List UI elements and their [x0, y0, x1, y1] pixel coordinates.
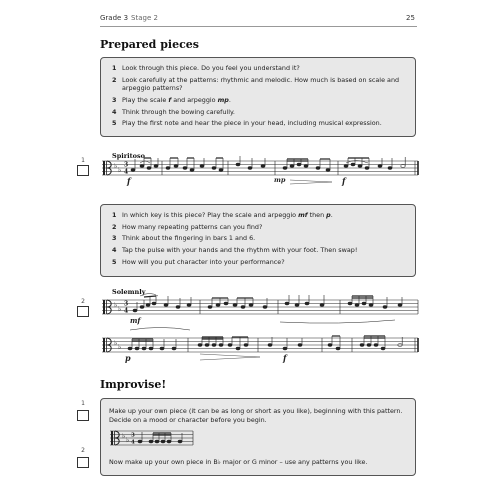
question-box-2: [100, 204, 416, 277]
question-item: 2 How many repeating patterns can you find?: [112, 222, 263, 231]
svg-text:♭: ♭: [114, 339, 118, 347]
question-item: 3 Think about the fingering in bars 1 and 6.: [112, 234, 256, 243]
tempo-marking-1: Spiritoso: [112, 152, 145, 160]
improvise-text-2: Now make up your own piece in B♭ major or G minor – use any patterns you like.: [109, 458, 368, 466]
dynamic-marking: mf: [130, 316, 141, 325]
svg-text:4: 4: [131, 439, 135, 446]
dynamic-marking: f: [127, 176, 131, 186]
section-title-improvise: Improvise!: [100, 378, 167, 391]
dynamic-marking: f: [283, 353, 287, 363]
page-number: 25: [406, 14, 415, 22]
header-rule: [100, 26, 417, 27]
question-item: 1 Look through this piece. Do you feel you understand it?: [112, 64, 300, 72]
question-item: 5 How will you put character into your performance?: [112, 257, 285, 266]
svg-text:♭: ♭: [114, 162, 118, 170]
improvise-number-1: 1: [81, 400, 85, 407]
piece-1-checkbox[interactable]: [77, 165, 89, 176]
svg-text:♭: ♭: [126, 436, 130, 444]
question-item: 5 Play the first note and hear the piece in your head, including musical expression.: [112, 119, 382, 128]
dynamic-marking: f: [342, 176, 346, 186]
piece-number-1: 1: [81, 157, 85, 164]
improvise-1-checkbox[interactable]: [77, 410, 89, 421]
svg-text:♭: ♭: [118, 305, 122, 313]
improvise-2-checkbox[interactable]: [77, 457, 89, 468]
header-grade: Grade 3: [100, 14, 129, 22]
improvise-box: [100, 398, 416, 476]
improvise-text-1: Make up your own piece (it can be as long or short as you like), beginning with this pattern. Decide on a mood or character before you begin.: [109, 407, 403, 424]
piece-2-checkbox[interactable]: [77, 306, 89, 317]
svg-text:3: 3: [124, 161, 129, 169]
improvise-pattern-staff: [109, 429, 194, 447]
svg-text:3: 3: [124, 300, 129, 308]
svg-text:4: 4: [124, 307, 129, 315]
question-item: 1 In which key is this piece? Play the scale and arpeggio mf then p.: [112, 211, 333, 219]
music-staff-1: [100, 155, 420, 195]
svg-text:♭: ♭: [122, 432, 126, 440]
question-item: 4 Think through the bowing carefully.: [112, 107, 235, 116]
dynamic-marking: mp: [274, 176, 286, 184]
svg-text:♭: ♭: [118, 166, 122, 174]
question-item: 4 Tap the pulse with your hands and the rhythm with your foot. Then swap!: [112, 246, 358, 255]
dynamic-marking: p: [125, 353, 131, 363]
question-item: 2 Look carefully at the patterns: rhythmic and melodic. How much is based on scale and arpeggio patterns?: [112, 75, 400, 93]
music-staff-2: [100, 292, 420, 364]
page-header: [100, 14, 158, 22]
section-title-prepared: Prepared pieces: [100, 38, 199, 51]
svg-text:♭: ♭: [114, 301, 118, 309]
question-box-1: [100, 57, 416, 137]
svg-text:4: 4: [124, 168, 129, 176]
tempo-marking-2: Solemnly: [112, 288, 146, 296]
piece-number-2: 2: [81, 298, 85, 305]
svg-text:♭: ♭: [118, 343, 122, 351]
question-item: 3 Play the scale f and arpeggio mp.: [112, 95, 231, 104]
improvise-number-2: 2: [81, 447, 85, 454]
header-stage: Stage 2: [131, 14, 158, 22]
svg-text:3: 3: [131, 432, 135, 439]
